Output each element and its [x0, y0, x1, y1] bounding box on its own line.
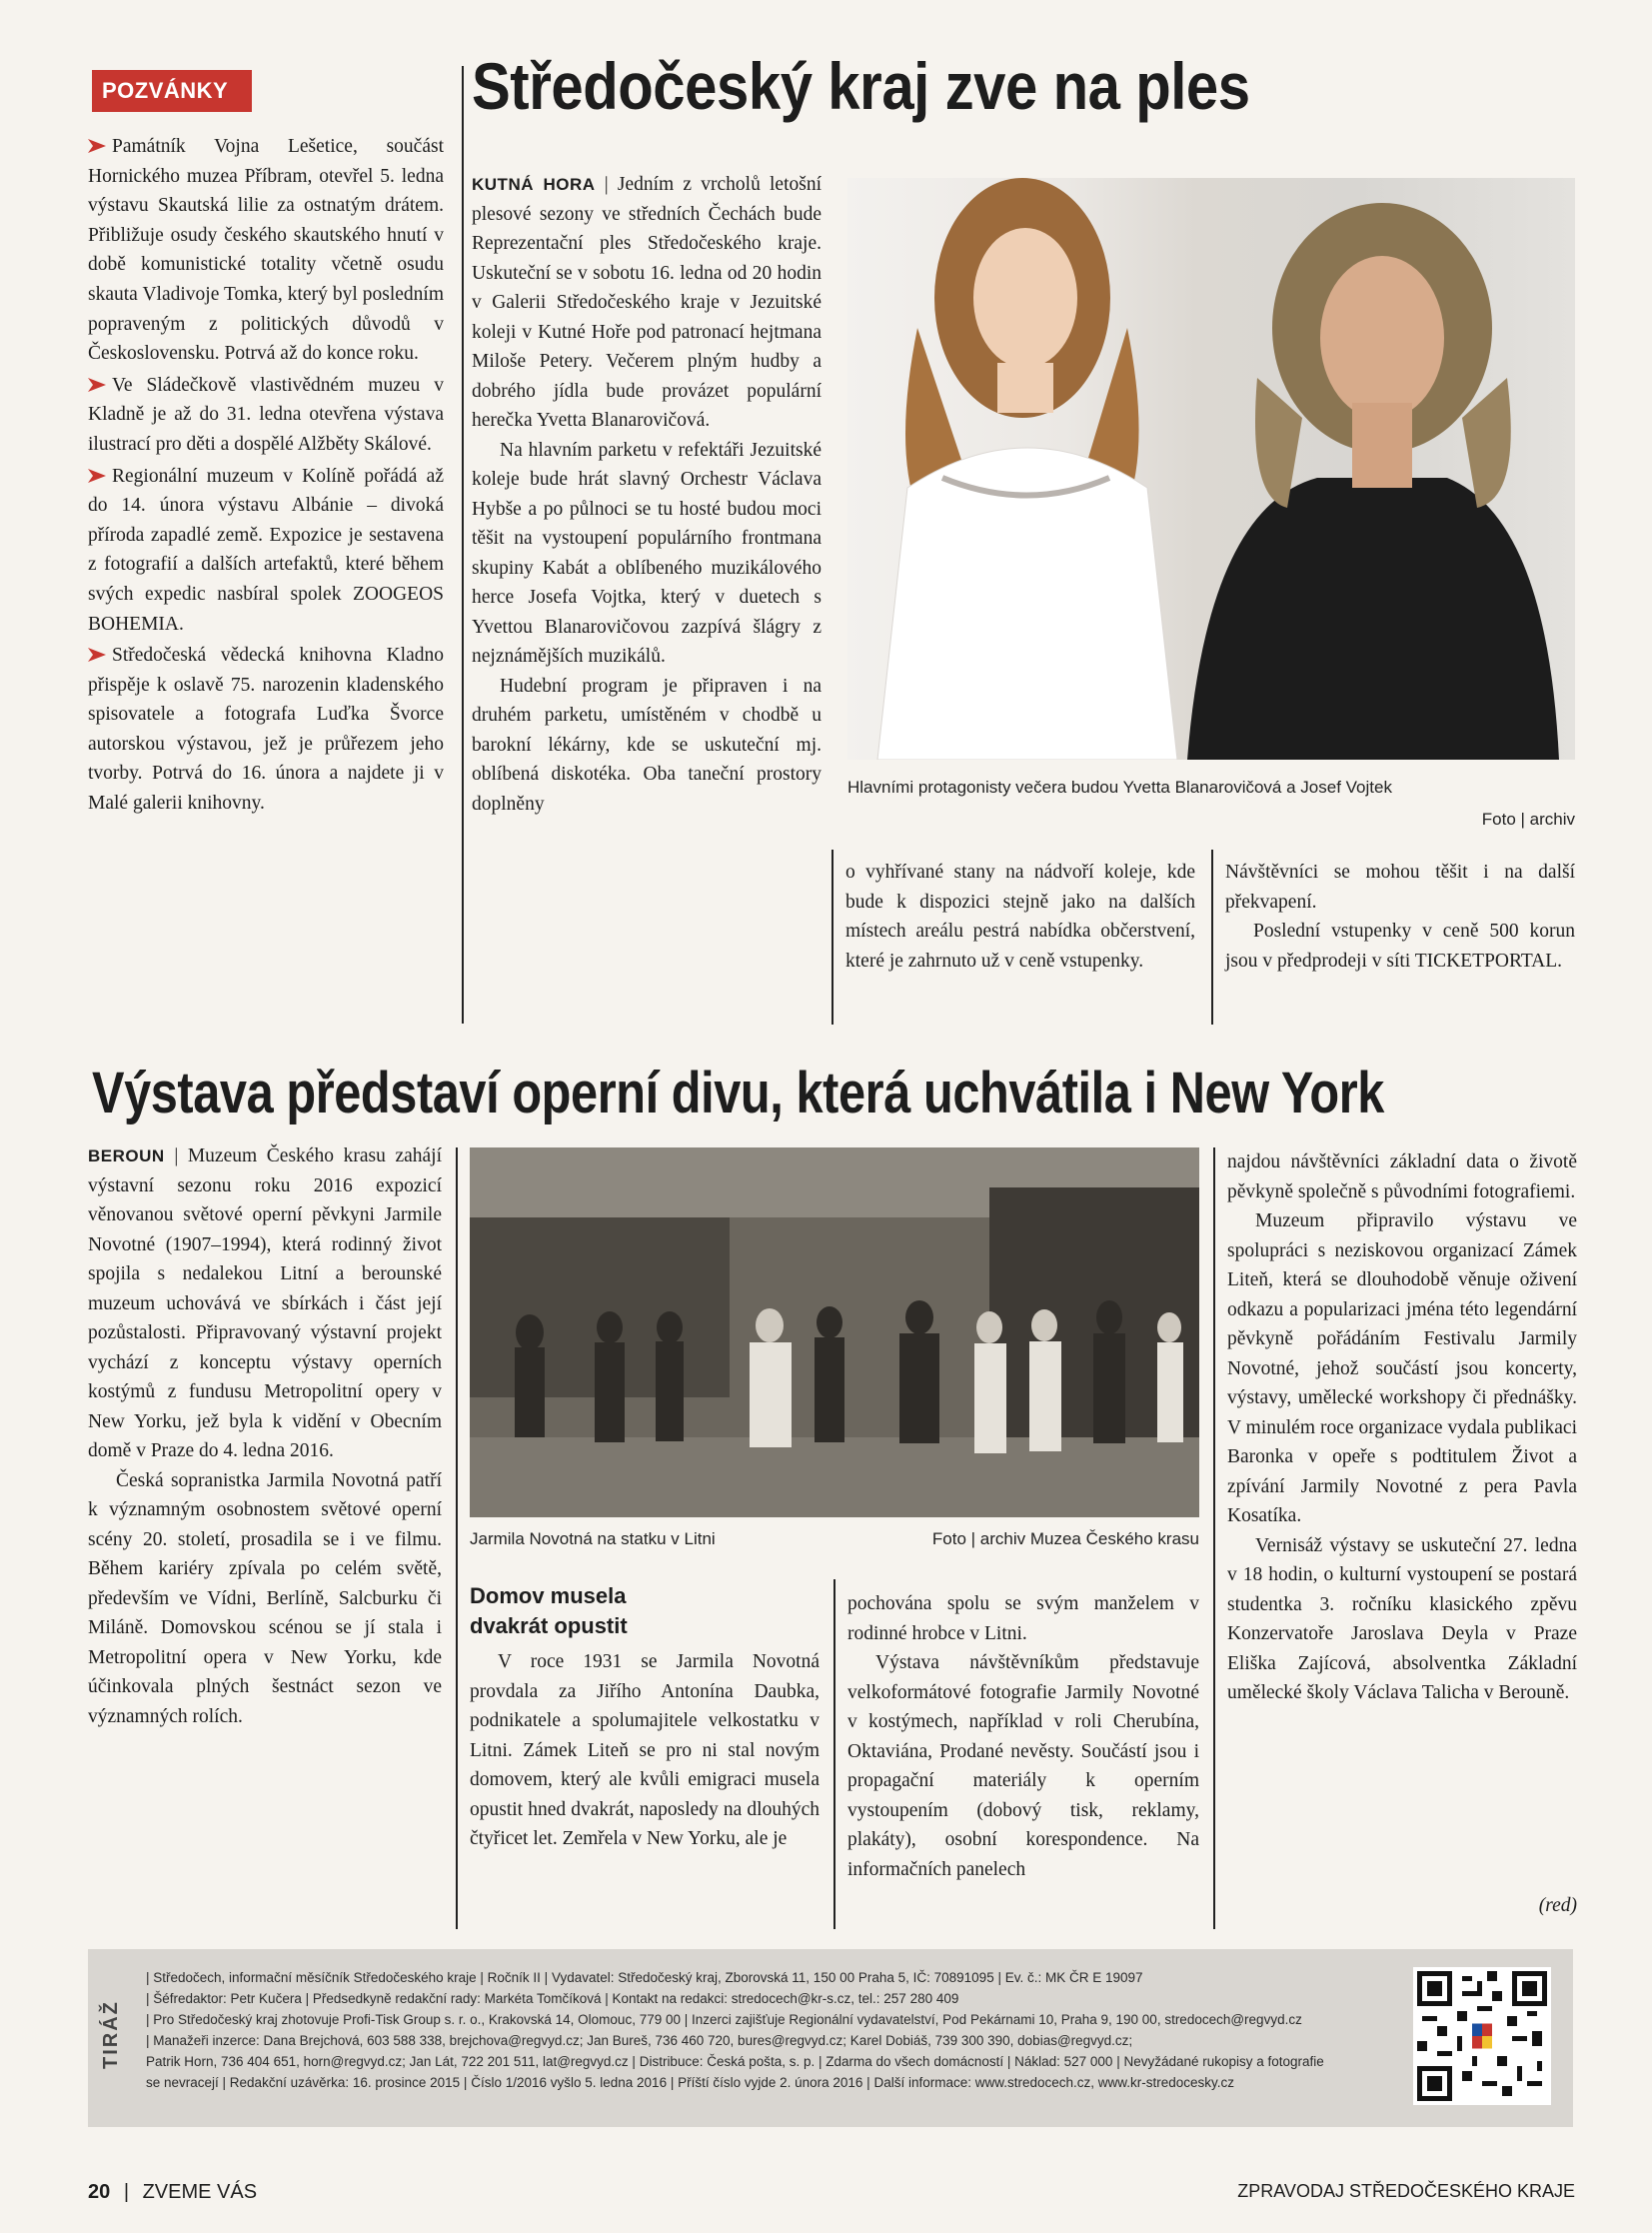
article1-col2: o vyhřívané stany na nádvoří koleje, kde bude k dispozici stejně jako na dalších místech areálu pestrá nabídka občerstvení, které je zahrnuto už v ceně vstupenky.: [845, 862, 1195, 972]
sidebar-invitations: [88, 132, 444, 819]
imprint-box: [88, 1949, 1573, 2127]
article2-col1: BEROUN | Muzeum Českého krasu zahájí výstavní sezonu roku 2016 expozicí věnovanou světové operní pěvkyni Jarmile Novotné (1907–1994), která rodinný život spojila s nedalekou Litní a berounské muzeum uchovává ve sbírkách i část její pozůstalosti. Připravovaný výstavní projekt vychází z konceptu výstavy operních kostýmů z fundusu Metropolitní opery v New Yorku, jež byla k vidění v Obecním domě v Praze do 4. ledna 2016. Česká sopranistka Jarmila Novotná patří k významným osobnostem světové operní scény 20. století, prosadila se i ve filmu. Během kariéry zpívala po celém světě, především ve Vídni, Berlíně, Salcburku či Miláně. Domovskou scénou se jí stala i Metropolitní opera v New Yorku, kde účinkovala plných šestnáct sezon ve významných rolích.: [88, 1145, 443, 1727]
article1-col1: KUTNÁ HORA | Jedním z vrcholů letošní plesové sezony ve středních Čechách bude Reprezentační ples Středočeského kraje. Uskuteční se v sobotu 16. ledna od 20 hodin v Galerii Středočeského kraje v Jezuitské koleji v Kutné Hoře pod patronací hejtmana Miloše Petery. Večerem plným hudby a dobrého jídla bude provázet populární herečka Yvetta Blanarovičová. Na hlavním parketu v refektáři Jezuitské koleje bude hrát slavný Orchestr Václava Hybše a po půlnoci se tu hosté budou moci těšit na vystoupení populárního frontmana skupiny Kabát a oblíbeného muzikálového herce Josefa Vojtka, který v duetech s Yvettou Blanarovičovou zazpívá šlágry z nejznámějších muzikálů. Hudební program je připraven i na druhém parketu, umístěném v chodbě u barokní lékárny, kde se uskuteční mj. oblíbená diskotéka. Oba taneční prostory doplněny: [472, 174, 823, 815]
footer-section: ZVEME VÁS: [142, 2181, 258, 2203]
red-arrow-icon: [88, 378, 106, 392]
sidebar-item: Regionální muzeum v Kolíně pořádá až do 14. února výstavu Albánie – divoká příroda zapadlé země. Expozice je sestavena z fotografií a dalších artefaktů, které během svých expedic nasbíral spolek ZOOGEOS BOHEMIA.: [88, 465, 444, 635]
article2-title: Výstava představí operní divu, která uchvátila i New York: [92, 1061, 1384, 1125]
article1-col-divider: [1211, 850, 1213, 1025]
page-number: 20: [88, 2181, 111, 2203]
article2-col-divider: [1213, 1147, 1215, 1929]
footer-publication: ZPRAVODAJ STŘEDOČESKÉHO KRAJE: [1237, 2181, 1575, 2201]
footer-left: [88, 2181, 257, 2204]
article2-signature: (red): [1538, 1895, 1577, 1916]
article2-photo: [470, 1147, 1199, 1517]
article2-col3: pochována spolu se svým manželem v rodinné hrobce v Litni. Výstava návštěvníkům představuje velkoformátové fotografie Jarmily Novotné v kostýmech, například v roli Cherubína, Oktaviána, Prodané nevěsty. Součástí jsou i propagační materiály k operním vystoupením (dobový tisk, reklamy, plakáty), osobní korespondence. Na informačních panelech: [847, 1593, 1199, 1880]
article2-dateline: BEROUN: [88, 1146, 165, 1165]
sidebar-divider: [462, 66, 464, 1024]
article2-photo-credit: Foto | archiv Muzea Českého krasu: [931, 1529, 1199, 1548]
article2-col4: najdou návštěvníci základní data o životě pěvkyně společně s původními fotografiemi. Muzeum připravilo výstavu ve spolupráci s neziskovou organizací Zámek Liteň, která se dlouhodobě věnuje oživení odkazu a popularizaci jména této legendární pěvkyně pořádáním Festivalu Jarmily Novotné, jehož součástí jsou koncerty, výstavy, umělecké workshopy či přednášky. V minulém roce organizace vydala publikaci Baronka v opeře s podtitulem Život a zpívání Jarmily Novotné z pera Pavla Kosatíka. Vernisáž výstavy se uskuteční 27. ledna v 18 hodin, o kulturní vystoupení se postará studentka 3. ročníku klasického zpěvu Konzervatoře Jaroslava Deyla v Praze Eliška Zajícová, absolventka Základní umělecké školy Václava Talicha v Berouně.: [1227, 1151, 1577, 1703]
sidebar-item: Památník Vojna Lešetice, součást Hornického muzea Příbram, otevřel 5. ledna výstavu Skautská lilie za ostnatým drátem. Přibližuje osudy českého skautského hnutí v době komunistické totality včetně osudu skauta Vladivoje Tomka, který byl posledním popraveným z politických důvodů v Československu. Potrvá až do konce roku.: [88, 136, 444, 365]
article1-col3: Návštěvníci se mohou těšit i na další překvapení. Poslední vstupenky v ceně 500 korun jsou v předprodeji v síti TICKETPORTAL.: [1225, 862, 1575, 972]
qr-code-icon[interactable]: [1413, 1967, 1551, 2105]
article2-col-divider: [456, 1147, 458, 1929]
article2-subhead: Domov musela dvakrát opustit: [470, 1583, 628, 1638]
sidebar-item: Ve Sládečkově vlastivědném muzeu v Kladně je až do 31. ledna otevřena výstava ilustrací pro děti a dospělé Alžběty Skálové.: [88, 374, 444, 455]
article1-photo: [847, 178, 1575, 760]
footer-separator: |: [123, 2181, 130, 2203]
article1-col-divider: [831, 850, 833, 1025]
imprint-text: | Středočech, informační měsíčník Středočeského kraje | Ročník II | Vydavatel: Středočeský kraj, Zborovská 11, 150 00 Praha 5, IČ: 70891095 | Ev. č.: MK ČR E 19097 | Šéfredaktor: Petr Kučera | Předsedkyně redakční rady: Markéta Tomčíková | Kontakt na redakci: stredocech@kr-s.cz, tel.: 257 280 409 | Pro Středočeský kraj zhotovuje Profi-Tisk Group s. r. o., Krakovská 14, Olomouc, 779 00 | Inzerci zajišťuje Regionální vydavatelství, Pod Pekárnami 10, Praha 9, 190 00, stredocech@regvyd.cz | Manažeři inzerce: Dana Brejchová, 603 588 338, brejchova@regvyd.cz; Jan Bureš, 736 460 720, bures@regvyd.cz; Karel Dobiáš, 739 300 390, dobias@regvyd.cz; Patrik Horn, 736 404 651, horn@regvyd.cz; Jan Lát, 722 201 511, lat@regvyd.cz | Distribuce: Česká pošta, s. p. | Zdarma do všech domácností | Náklad: 527 000 | Nevyžádané rukopisy a fotografie se nevracejí | Redakční uzávěrka: 16. prosince 2015 | Číslo 1/2016 vyšlo 5. ledna 2016 | Příští číslo vyjde 2. února 2016 | Další informace: www.stredocech.cz, www.kr-stredocesky.cz: [146, 1970, 1324, 2090]
article1-photo-illustration: [847, 178, 1575, 760]
section-label: POZVÁNKY: [102, 78, 229, 103]
red-arrow-icon: [88, 469, 106, 483]
article2-col2: V roce 1931 se Jarmila Novotná provdala za Jiřího Antonína Daubka, podnikatele a spolumajitele velkostatku v Litni. Zámek Liteň se pro ni stal novým domovem, který ale kvůli emigraci musela opustit hned dvakrát, naposledy na dlouhých čtyřicet let. Zemřela v New Yorku, ale je: [470, 1651, 820, 1849]
article1-dateline: KUTNÁ HORA: [472, 175, 596, 194]
article1-photo-credit: Foto | archiv: [1481, 810, 1575, 829]
sidebar-item: Středočeská vědecká knihovna Kladno přispěje k oslavě 75. narozenin kladenského spisovatele a fotografa Luďka Švorce autorskou výstavou, jež je průřezem jeho tvorby. Potrvá do 16. února a najdete ji v Malé galerii knihovny.: [88, 645, 444, 815]
article2-col-divider: [833, 1579, 835, 1929]
red-arrow-icon: [88, 139, 106, 153]
article1-photo-caption: Hlavními protagonisty večera budou Yvetta Blanarovičová a Josef Vojtek: [847, 778, 1392, 797]
article1-title: Středočeský kraj zve na ples: [472, 49, 1250, 123]
article2-photo-caption: Jarmila Novotná na statku v Litni: [470, 1529, 716, 1548]
imprint-label: TIRÁŽ: [100, 2000, 122, 2069]
red-arrow-icon: [88, 648, 106, 662]
article2-photo-illustration: [470, 1147, 1199, 1517]
section-label-box: [92, 70, 252, 112]
